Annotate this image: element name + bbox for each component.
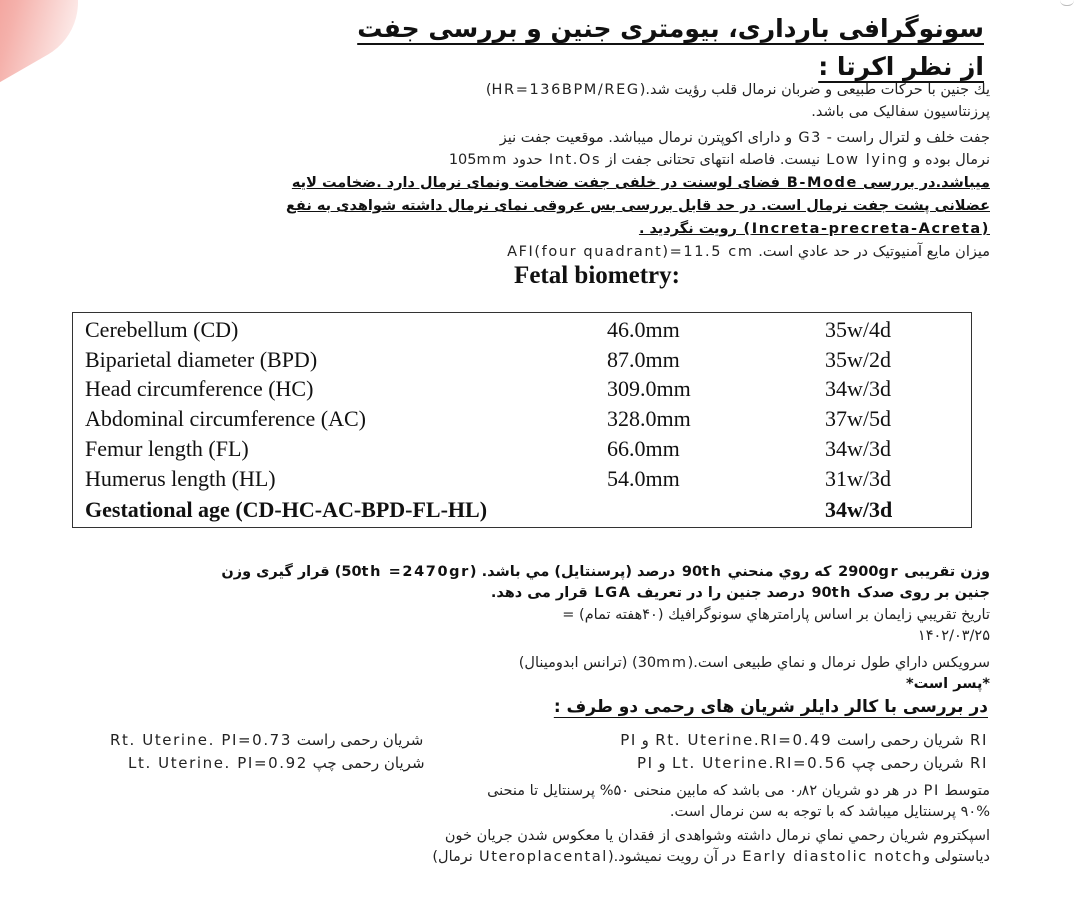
edd-date: ۱۴۰۲/۰۳/۲۵ xyxy=(917,628,990,644)
doppler-title: در بررسی با کالر دایلر شریان های رحمی دو طرف : xyxy=(553,697,988,717)
mean-pi-line-2: ۹۰% پرسنتایل میباشد که با توجه به سن نرمال است. xyxy=(669,804,990,820)
cervix-line: سرویکس داراي طول نرمال و نماي طبیعی است.(30mm) (ترانس ابدومینال) xyxy=(518,655,990,671)
measure-age: 35w/4d xyxy=(825,317,891,342)
table-row xyxy=(85,404,955,434)
title-line-2: از نظر اکرتا : xyxy=(818,52,984,81)
measure-value: 87.0mm xyxy=(607,347,680,372)
biometry-title: Fetal biometry: xyxy=(514,262,680,289)
table-row xyxy=(85,464,955,494)
spectrum-line-2: دیاستولی وEarly diastolic notch در آن رویت نمیشود.(Uteroplacental نرمال) xyxy=(432,849,990,865)
page-edge-mark xyxy=(1060,0,1074,6)
spectrum-line-1: اسپکتروم شریان رحمي نماي نرمال داشته وشواهدی از فقدان یا معکوس شدن جریان خون xyxy=(444,828,990,844)
measure-name: Head circumference (HC) xyxy=(85,376,314,401)
finding-afi: میزان مایع آمنیوتیک در حد عادي است. AFI(four quadrant)=11.5 cm xyxy=(507,244,990,260)
sex-line: *پسر است* xyxy=(905,676,990,692)
table-row xyxy=(85,345,955,375)
lt-uterine-ri: RI شریان رحمی چپ Lt. Uterine.RI=0.56 و PI xyxy=(636,754,988,772)
measure-value: 46.0mm xyxy=(607,317,680,342)
biometry-table xyxy=(72,312,972,528)
title-line-1: سونوگرافی بارداری، بیومتری جنین و بررسی جفت xyxy=(357,14,984,43)
measure-age: 31w/3d xyxy=(825,466,891,491)
weight-line-2: جنین بر روی صدک 90th درصد جنین را در تعریف LGA قرار می دهد. xyxy=(490,585,990,601)
measure-value: 54.0mm xyxy=(607,466,680,491)
report-title xyxy=(357,10,984,86)
finding-placenta-2: نرمال بوده و Low lying نیست. فاصله انتهای تحتانی جفت از Int.Os حدود 105mm xyxy=(448,152,990,168)
rt-uterine-ri: RI شریان رحمی راست Rt. Uterine.RI=0.49 و PI xyxy=(620,731,988,749)
finding-presentation: پرزنتاسیون سفالیک می باشد. xyxy=(811,104,990,120)
table-row xyxy=(85,374,955,404)
finding-bmode-3: (Increta-precreta-Acreta) رویت نگردید . xyxy=(638,221,990,237)
measure-age: 35w/2d xyxy=(825,347,891,372)
measure-age: 34w/3d xyxy=(825,376,891,401)
table-row xyxy=(85,434,955,464)
lt-uterine-pi: شریان رحمی چپ Lt. Uterine. PI=0.92 xyxy=(128,754,425,772)
measure-name: Abdominal circumference (AC) xyxy=(85,406,366,431)
measure-value: 309.0mm xyxy=(607,376,691,401)
table-row xyxy=(85,315,955,345)
measure-name: Humerus length (HL) xyxy=(85,466,276,491)
edd-line: تاریخ تقریبي زایمان بر اساس پارامترهاي سونوگرافیك (۴۰هفته تمام) = xyxy=(562,607,990,623)
weight-line-1: وزن تقریبی 2900gr که روي منحني 90th درصد (پرسنتایل) مي باشد. (50th =2470gr) قرار گیری وزن xyxy=(221,564,990,580)
corner-decoration xyxy=(0,0,100,99)
measure-age: 34w/3d xyxy=(825,436,891,461)
gestational-age-value: 34w/3d xyxy=(825,497,893,522)
finding-bmode-1: میباشد.در بررسی B-Mode فضای لوسنت در خلفی جفت ضخامت ونمای نرمال دارد .ضخامت لایه xyxy=(291,175,990,191)
gestational-age-row xyxy=(85,495,955,525)
mean-pi-line-1: متوسط PI در هر دو شریان ۰٫۸۲ می باشد که مابین منحنی ۵۰% پرسنتایل تا منحنی xyxy=(487,783,990,799)
rt-uterine-pi: شریان رحمی راست Rt. Uterine. PI=0.73 xyxy=(110,731,424,749)
measure-name: Femur length (FL) xyxy=(85,436,249,461)
measure-value: 66.0mm xyxy=(607,436,680,461)
measure-value: 328.0mm xyxy=(607,406,691,431)
finding-heart: یك جنین با حركات طبیعی و ضربان نرمال قلب رؤیت شد.(HR=136BPM/REG) xyxy=(485,82,990,98)
gestational-age-label: Gestational age (CD-HC-AC-BPD-FL-HL) xyxy=(85,497,488,522)
measure-age: 37w/5d xyxy=(825,406,891,431)
measure-name: Biparietal diameter (BPD) xyxy=(85,347,318,372)
finding-bmode-2: عضلانی پشت جفت نرمال است. در حد قابل بررسی بس عروقی نمای نرمال داشته شواهدی به نفع xyxy=(286,198,990,214)
finding-placenta-1: جفت خلف و لترال راست - G3 و دارای اکوپترن نرمال میباشد. موقعیت جفت نیز xyxy=(499,130,990,146)
measure-name: Cerebellum (CD) xyxy=(85,317,239,342)
